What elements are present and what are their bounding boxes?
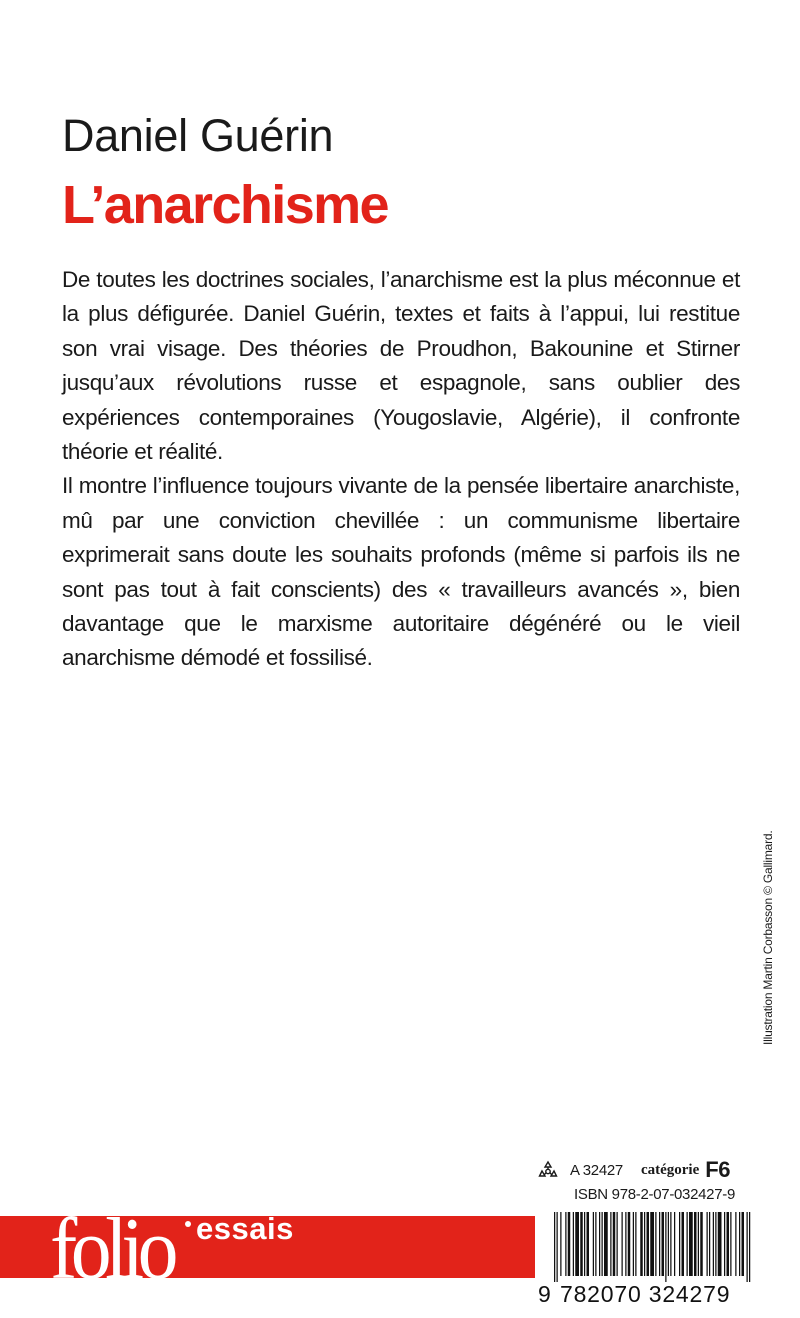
barcode-bar <box>604 1212 608 1276</box>
illustration-credit-text: Illustration Martin Corbasson © Gallimard. <box>761 830 775 1045</box>
barcode-bar <box>560 1212 561 1276</box>
barcode-bar <box>633 1212 634 1276</box>
blurb-paragraph-1: De toutes les doctrines sociales, l’anarchisme est la plus méconnue et la plus défigurée. Daniel Guérin, textes et faits à l’appui, lui restitue son vrai visage. Des théories de Proudhon, Bakounine et Stirner jusqu’aux révolutions russe et espagnole, sans oublier des expériences contemporaines (Yougoslavie, Algérie), il confronte théorie et réalité. <box>62 267 740 465</box>
folio-logo: folio <box>50 1201 173 1298</box>
barcode-bar <box>698 1212 699 1276</box>
barcode-digits <box>538 1280 758 1308</box>
barcode-bar <box>749 1212 750 1282</box>
barcode-bar <box>727 1212 730 1276</box>
barcode-bar <box>575 1212 579 1276</box>
barcode-bar <box>613 1212 616 1276</box>
barcode-bar <box>747 1212 748 1282</box>
barcode-bar <box>718 1212 722 1276</box>
barcode-bar <box>640 1212 643 1276</box>
barcode-bar <box>610 1212 611 1276</box>
barcode-bar <box>682 1212 685 1276</box>
barcode-bar <box>713 1212 714 1276</box>
barcode-bar <box>687 1212 688 1276</box>
barcode-bar <box>707 1212 708 1276</box>
barcode-bar <box>647 1212 650 1276</box>
series-name: essais <box>196 1211 294 1246</box>
barcode-bar <box>595 1212 596 1276</box>
barcode-digit-groups: 782070 324279 <box>560 1281 731 1307</box>
barcode-bar <box>568 1212 571 1276</box>
barcode-bar <box>730 1212 731 1276</box>
blurb <box>62 263 740 676</box>
barcode-bar <box>670 1212 671 1276</box>
barcode-bar <box>565 1212 566 1276</box>
barcode-bar <box>625 1212 626 1276</box>
barcode-bar <box>655 1212 656 1276</box>
barcode-bar <box>557 1212 558 1282</box>
barcode-bar <box>659 1212 660 1276</box>
category-value: F6 <box>705 1157 730 1182</box>
barcode-first-digit: 9 <box>538 1281 552 1307</box>
barcode-bar <box>628 1212 631 1276</box>
barcode-bar <box>599 1212 600 1276</box>
isbn-number: ISBN 978-2-07-032427-9 <box>574 1186 736 1203</box>
barcode-bar <box>724 1212 725 1276</box>
book-title: L’anarchisme <box>62 175 388 235</box>
barcode-bar <box>709 1212 710 1276</box>
author-name: Daniel Guérin <box>62 110 334 161</box>
barcode-bar <box>700 1212 703 1276</box>
barcode-bar <box>602 1212 603 1276</box>
catalog-code: A 32427 <box>570 1161 623 1179</box>
barcode-bar <box>662 1212 665 1276</box>
barcode-bar <box>617 1212 618 1276</box>
barcode-bar <box>580 1212 583 1276</box>
catalog-line <box>538 1158 758 1182</box>
barcode-bar <box>622 1212 623 1276</box>
gallimard-emblem-icon <box>538 1160 558 1180</box>
blurb-paragraph-2: Il montre l’influence toujours vivante de la pensée libertaire anarchiste, mû par une conviction chevillée : un communisme libertaire exprimerait sans doute les souhaits profonds (même si parfois ils ne sont pas tout à fait conscients) des « travailleurs avancés », bien davantage que le marxisme autoritaire dégénéré ou le vieil anarchisme démodé et fossilisé. <box>62 473 740 671</box>
barcode-bar <box>587 1212 590 1276</box>
barcode-bar <box>715 1212 716 1276</box>
barcode-bar <box>650 1212 654 1276</box>
barcode <box>538 1212 758 1282</box>
barcode-bar <box>668 1212 669 1276</box>
barcode-bar <box>742 1212 745 1276</box>
barcode-bar <box>665 1212 666 1282</box>
barcode-bar <box>689 1212 693 1276</box>
barcode-bar <box>735 1212 736 1276</box>
barcode-bar <box>554 1212 555 1282</box>
category-label: catégorie <box>640 1161 700 1178</box>
barcode-bar <box>739 1212 740 1276</box>
barcode-bar <box>573 1212 574 1276</box>
series-dot <box>185 1221 191 1227</box>
barcode-bar <box>679 1212 680 1276</box>
barcode-bar <box>593 1212 594 1276</box>
barcode-bar <box>644 1212 645 1276</box>
illustration-credit <box>759 800 778 1045</box>
barcode-bars <box>554 1212 750 1282</box>
barcode-bar <box>674 1212 675 1276</box>
barcode-bar <box>635 1212 636 1276</box>
barcode-bar <box>694 1212 697 1276</box>
barcode-bar <box>584 1212 585 1276</box>
